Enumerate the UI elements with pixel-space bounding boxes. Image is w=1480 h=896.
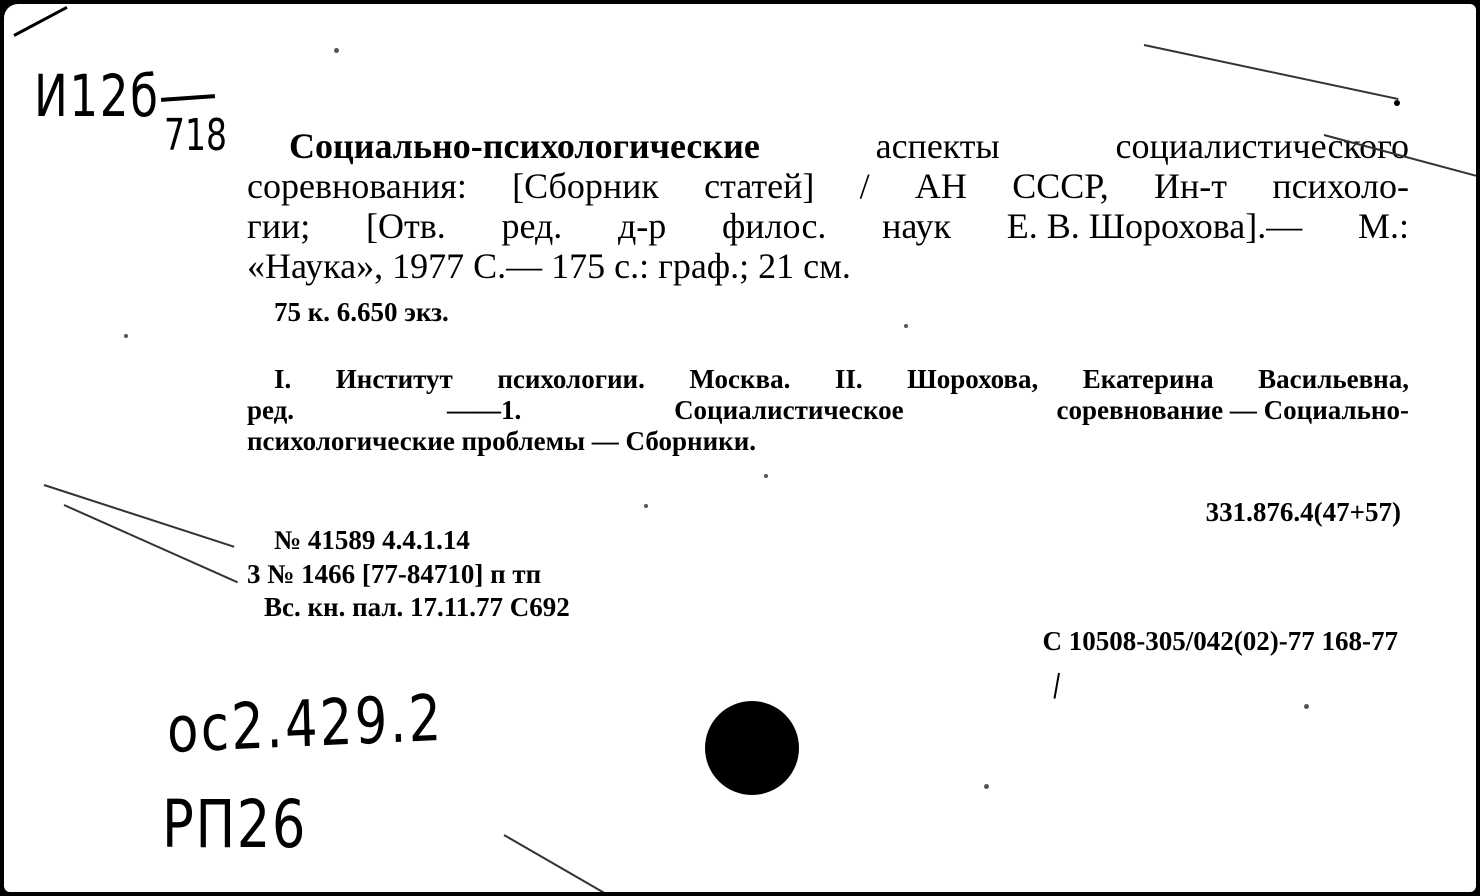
scan-speck	[1304, 704, 1309, 709]
scan-speck	[764, 474, 768, 478]
entry-line-4: «Наука», 1977 С.— 175 с.: граф.; 21 см.	[247, 246, 851, 286]
price-and-print-run: 75 к. 6.650 экз.	[274, 297, 449, 327]
entry-line-2	[247, 168, 1409, 204]
scan-speck	[984, 784, 989, 789]
entry-word: [Отв.	[366, 206, 446, 246]
entry-word: статей]	[704, 166, 815, 206]
entry-word: /	[859, 166, 870, 206]
scan-scratch	[1144, 44, 1399, 100]
scan-scratch	[64, 504, 238, 583]
punch-hole	[705, 701, 799, 795]
fraction-bar	[161, 94, 215, 102]
subject-word: Москва.	[689, 364, 791, 394]
handwritten-room-code: РП26	[162, 786, 308, 863]
subject-word: Васильевна,	[1258, 364, 1409, 394]
subject-word: Шорохова,	[907, 364, 1039, 394]
entry-word: филос.	[721, 206, 827, 246]
bbk-code: С 10508-305/042(02)-77 168-77	[1042, 626, 1398, 656]
entry-word: наук	[882, 206, 952, 246]
subject-word: психологии.	[497, 364, 645, 394]
scan-speck	[904, 324, 908, 328]
entry-word: ред.	[501, 206, 563, 246]
scan-scratch	[13, 6, 67, 37]
catalog-card	[4, 4, 1476, 892]
handwritten-fraction: 718	[164, 110, 227, 161]
book-chamber-mark: Вс. кн. пал. 17.11.77 С692	[264, 592, 570, 622]
scan-speck	[124, 334, 128, 338]
entry-word: соревнования:	[247, 166, 467, 206]
subject-line-2	[247, 396, 1409, 424]
entry-word: д-р	[617, 206, 667, 246]
entry-word: Е. В. Шорохова].—	[1006, 206, 1303, 246]
entry-word: АН	[914, 166, 967, 206]
entry-word: психоло-	[1272, 166, 1409, 206]
card-number: № 41589 4.4.1.14	[274, 525, 470, 555]
title-word: социалистического	[1115, 126, 1409, 166]
subject-word: II.	[834, 364, 863, 394]
subject-word: соревнование — Социально-	[1056, 395, 1409, 425]
entry-word: гии;	[247, 206, 311, 246]
subject-line-1	[274, 365, 1409, 393]
subject-word: Екатерина	[1082, 364, 1214, 394]
entry-word: [Сборник	[512, 166, 659, 206]
scan-speck	[1394, 100, 1400, 106]
subject-word: ред.	[247, 395, 295, 425]
scan-scratch	[504, 834, 626, 892]
scan-speck	[334, 48, 339, 53]
subject-word: I.	[274, 364, 292, 394]
udc-code: 331.876.4(47+57)	[1205, 497, 1401, 527]
scan-scratch	[1054, 673, 1060, 699]
entry-line-3	[247, 208, 1409, 244]
subject-word: ——1.	[446, 395, 522, 425]
order-number: 3 № 1466 [77-84710] п тп	[247, 559, 542, 589]
scan-speck	[644, 504, 648, 508]
entry-line-1	[289, 128, 1409, 164]
handwritten-shelf-mark: И12б	[34, 62, 160, 130]
subject-word: Социалистическое	[674, 395, 904, 425]
title-word: Социально-психологические	[289, 126, 760, 166]
handwritten-index: ос2.429.2	[166, 681, 445, 768]
subject-line-3: психологические проблемы — Сборники.	[247, 426, 757, 456]
entry-word: Ин-т	[1154, 166, 1228, 206]
title-word: аспекты	[875, 126, 1000, 166]
entry-word: М.:	[1357, 206, 1409, 246]
subject-word: Институт	[335, 364, 453, 394]
entry-word: СССР,	[1012, 166, 1109, 206]
